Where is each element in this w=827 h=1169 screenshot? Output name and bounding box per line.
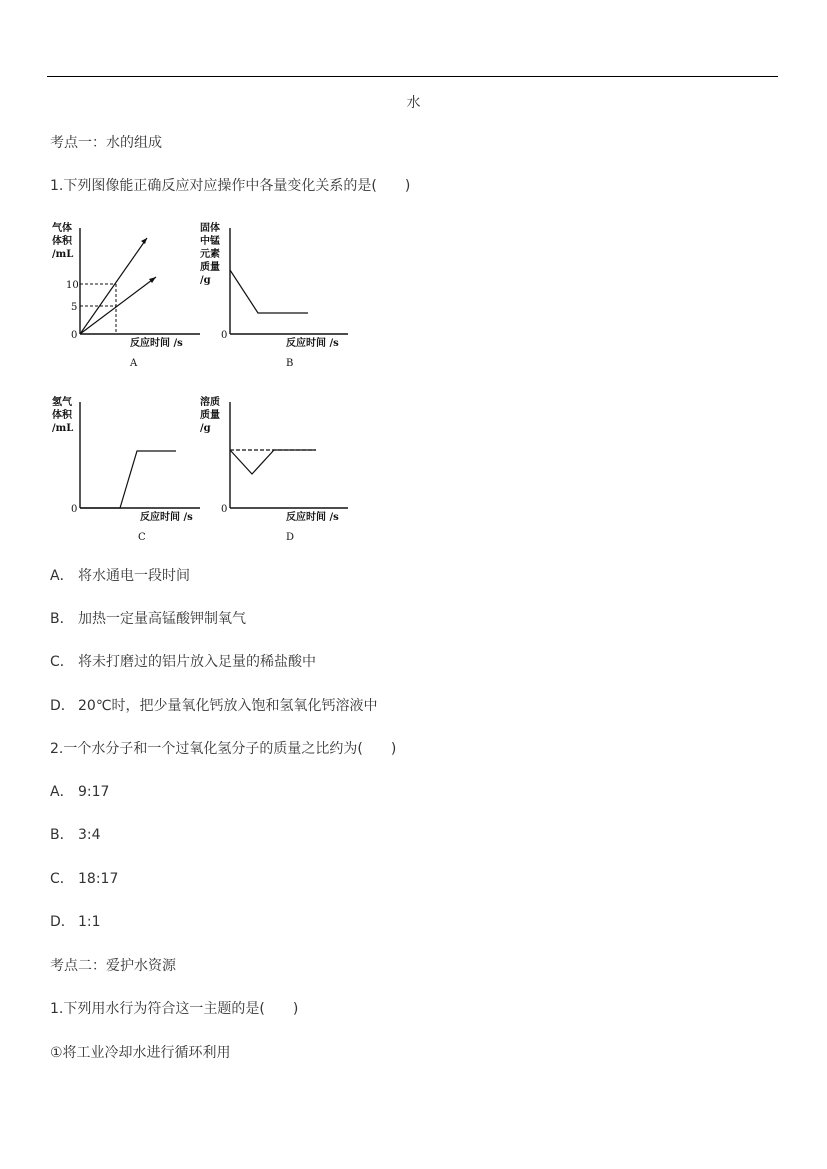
header-rule: [47, 76, 778, 77]
q2-option-d-text: 1:1: [78, 914, 101, 930]
chart-b-ylabel-1: 固体: [200, 223, 220, 234]
chart-a-tick-10: 10: [66, 280, 79, 291]
section1-heading: 考点一：水的组成: [50, 135, 162, 151]
q2-option-c: [50, 870, 118, 888]
chart-b: [198, 220, 358, 370]
chart-c-ylabel-3: /mL: [52, 423, 74, 434]
q2-option-a-text: 9:17: [78, 784, 110, 800]
q1-option-c-text: 将未打磨过的铝片放入足量的稀盐酸中: [78, 654, 316, 670]
chart-b-ylabel-3: 元素: [200, 249, 220, 260]
q2-option-c-text: 18:17: [78, 871, 119, 887]
chart-a-ylabel-2: 体积: [52, 236, 72, 247]
chart-c: [50, 394, 210, 544]
q2-option-b-letter: B．: [50, 827, 74, 843]
chart-c-ylabel-1: 氢气: [52, 397, 72, 408]
q1-stem: 1.下列图像能正确反应对应操作中各量变化关系的是( ): [50, 178, 411, 194]
q3-item-1: ①将工业冷却水进行循环利用: [50, 1045, 231, 1061]
q2-option-b: [50, 826, 101, 844]
chart-a-series-1: [80, 238, 147, 334]
q2-option-b-text: 3:4: [78, 827, 101, 843]
q2-option-c-letter: C．: [50, 871, 74, 887]
chart-a-xlabel: 反应时间 /s: [130, 338, 183, 349]
chart-c-tick-0: 0: [71, 504, 78, 515]
q1-option-c-letter: C．: [50, 654, 74, 670]
chart-a-arrow-1: [141, 238, 147, 244]
chart-a-ylabel-1: 气体: [52, 223, 72, 234]
chart-d-xlabel: 反应时间 /s: [286, 512, 339, 523]
chart-d-ylabel-1: 溶质: [200, 397, 220, 408]
q2-option-a-letter: A．: [50, 784, 74, 800]
q2-stem: 2.一个水分子和一个过氧化氢分子的质量之比约为( ): [50, 741, 397, 757]
chart-d-ylabel-3: /g: [200, 423, 211, 434]
chart-b-tick-0: 0: [221, 330, 228, 341]
q1-option-a: [50, 567, 190, 585]
chart-b-series-1: [230, 270, 308, 313]
page-title: 水: [406, 95, 421, 111]
q1-option-d: [50, 697, 378, 715]
q1-option-b-text: 加热一定量高锰酸钾制氧气: [78, 611, 246, 627]
q1-option-d-letter: D．: [50, 698, 75, 714]
chart-d-series-1: [230, 450, 316, 474]
chart-c-series-1: [80, 451, 176, 508]
chart-c-ylabel-2: 体积: [52, 410, 72, 421]
chart-b-ylabel-5: /g: [200, 275, 211, 286]
chart-d-caption: D: [286, 532, 295, 543]
q1-option-d-text: 20℃时，把少量氧化钙放入饱和氢氧化钙溶液中: [78, 698, 378, 714]
chart-a-caption: A: [130, 358, 138, 369]
chart-d: [198, 394, 358, 544]
section2-heading: 考点二：爱护水资源: [50, 958, 176, 974]
chart-c-xlabel: 反应时间 /s: [140, 512, 193, 523]
q2-option-d: [50, 913, 101, 931]
chart-b-ylabel-4: 质量: [200, 262, 220, 273]
q2-option-d-letter: D．: [50, 914, 75, 930]
chart-a-tick-0: 0: [71, 330, 78, 341]
chart-a-tick-5: 5: [71, 302, 78, 313]
q3-stem: 1.下列用水行为符合这一主题的是( ): [50, 1001, 299, 1017]
chart-d-tick-0: 0: [221, 504, 228, 515]
q1-option-c: [50, 653, 316, 671]
chart-a: [50, 220, 210, 370]
q2-option-a: [50, 783, 109, 801]
chart-b-xlabel: 反应时间 /s: [286, 338, 339, 349]
chart-d-ylabel-2: 质量: [200, 410, 220, 421]
q1-option-a-letter: A．: [50, 568, 74, 584]
q1-option-b-letter: B．: [50, 611, 74, 627]
chart-c-caption: C: [138, 532, 146, 543]
q1-option-a-text: 将水通电一段时间: [78, 568, 190, 584]
chart-a-ylabel-3: /mL: [52, 249, 74, 260]
chart-b-caption: B: [286, 358, 294, 369]
chart-b-ylabel-2: 中锰: [200, 236, 220, 247]
q1-option-b: [50, 610, 246, 628]
